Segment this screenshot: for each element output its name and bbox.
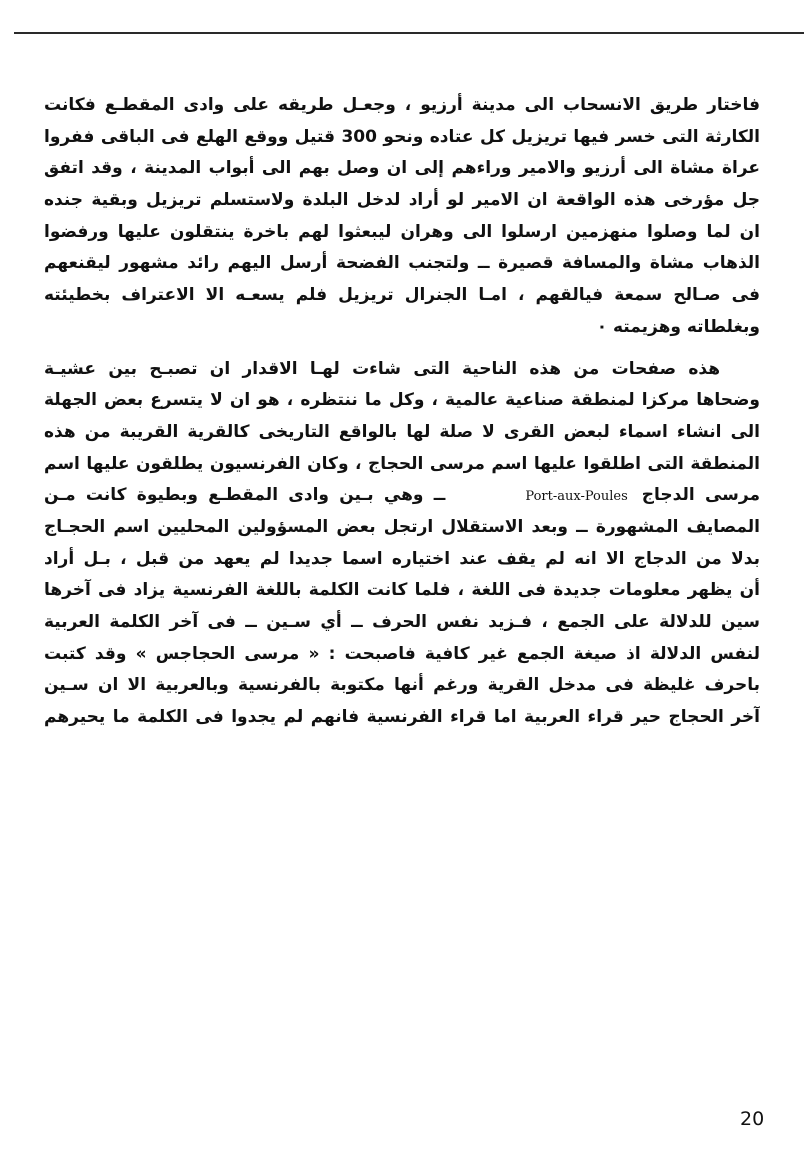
text-line: باحرف غليظة فى مدخل القرية ورغم أنها مكتوبة بالفرنسية وبالعربية الا ان سـين bbox=[44, 675, 760, 696]
text-line: أن يظهر معلومات جديدة فى اللغة ، فلما كانت الكلمة باللغة الفرنسية يزاد فى آخرها bbox=[44, 580, 760, 601]
text-line-with-french bbox=[44, 480, 760, 512]
text-line: آخر الحجاج حير قراء العربية اما قراء الفرنسية فانهم لم يجدوا فى الكلمة ما يحيرهم bbox=[44, 707, 760, 728]
text-line: ان لما وصلوا منهزمين ارسلوا الى وهران ليبعثوا لهم باخرة ينتقلون عليها ورفضوا bbox=[44, 221, 760, 242]
paragraph-1 bbox=[44, 90, 760, 344]
text-line: بدلا من الدجاج الا انه لم يقف عند اختياره اسما جديدا لم يعهد من قبل ، بـل أراد bbox=[44, 548, 760, 569]
french-line-arabic-end: ــ وهي بـين وادى المقطـع وبطيوة كانت مـن bbox=[44, 485, 446, 506]
text-line: وضحاها مركزا لمنطقة صناعية عالمية ، وكل ما ننتظره ، هو ان لا يتسرع بعض الجهلة bbox=[44, 390, 760, 411]
body-text bbox=[44, 90, 760, 734]
text-line: المصايف المشهورة ــ وبعد الاستقلال ارتجل بعض المسؤولين المحليين اسم الحجـاج bbox=[44, 516, 760, 537]
text-line: فى صـالح سمعة فيالقهم ، امـا الجنرال تريزيل فلم يسعـه الا الاعتراف بخطيئته bbox=[44, 285, 760, 306]
text-line: فاختار طريق الانسحاب الى مدينة أرزيو ، وجعـل طريقه على وادى المقطـع فكانت bbox=[44, 95, 760, 115]
french-name: Port-aux-Poules bbox=[525, 489, 628, 505]
text-line: هذه صفحات من هذه الناحية التى شاءت لهـا الاقدار ان تصبـح بين عشيـة bbox=[44, 358, 720, 379]
text-line: الكارثة التى خسر فيها تريزيل كل عتاده ونحو 300 قتيل ووقع الهلع فى الباقى ففروا bbox=[44, 126, 760, 147]
text-line: الذهاب مشاة والمسافة قصيرة ــ ولتجنب الفضحة أرسل اليهم رائد مشهور ليقنعهم bbox=[44, 253, 760, 274]
text-line: عراة مشاة الى أرزيو والامير وراءهم إلى ان وصل بهم الى أبواب المدينة ، وقد اتفق bbox=[44, 158, 760, 179]
text-line: المنطقة التى اطلقوا عليها اسم مرسى الحجاج ، وكان الفرنسيون يطلقون عليها اسم bbox=[44, 453, 760, 474]
text-line: جل مؤرخى هذه الواقعة ان الامير لو أراد لدخل البلدة ولاستسلم تريزيل وبقية جنده bbox=[44, 190, 760, 211]
text-line: لنفس الدلالة اذ صيغة الجمع غير كافية فاصبحت : « مرسى الحجاجس » وقد كتبت bbox=[44, 643, 760, 664]
text-line: سين للدلالة على الجمع ، فـزيد نفس الحرف ــ أي سـين ــ فى آخر الكلمة العربية bbox=[44, 612, 760, 632]
page-number: 20 bbox=[740, 1108, 765, 1130]
header-rule bbox=[14, 32, 804, 34]
text-line: وبغلطاته وهزيمته ٠ bbox=[596, 316, 760, 337]
paragraph-gap bbox=[44, 344, 760, 354]
text-line: الى انشاء اسماء لبعض القرى لا صلة لها بالواقع التاريخى كالقرية القريبة من هذه bbox=[44, 421, 760, 442]
french-line-arabic-start: مرسى الدجاج bbox=[641, 485, 760, 506]
paragraph-2 bbox=[44, 354, 760, 734]
